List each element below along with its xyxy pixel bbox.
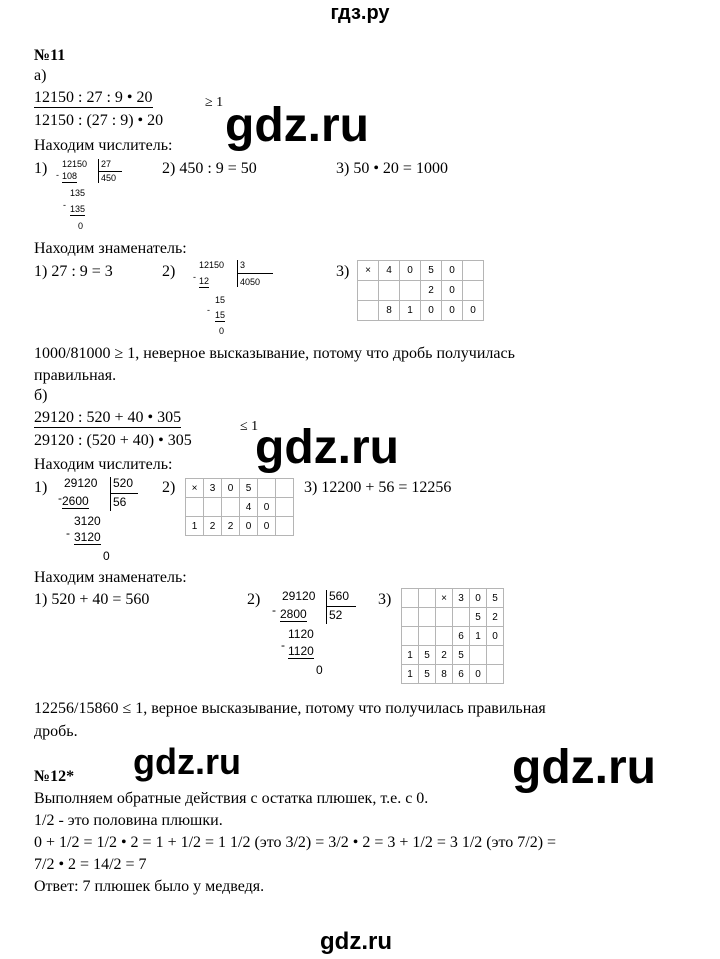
- grid-cell: 0: [421, 301, 442, 321]
- part-b-label: б): [34, 387, 48, 404]
- solution-line: Выполняем обратные действия с остатка плюшек, т.е. с 0.: [34, 790, 429, 807]
- grid-cell: 3: [204, 479, 222, 498]
- quotient: 52: [329, 608, 343, 622]
- grid-cell: 1: [402, 665, 419, 684]
- grid-cell: 4: [379, 261, 400, 281]
- step-index: 1): [34, 160, 48, 177]
- grid-cell: [222, 498, 240, 517]
- grid-cell: 1: [186, 517, 204, 536]
- grid-cell: [204, 498, 222, 517]
- solution-line: 7/2 • 2 = 14/2 = 7: [34, 856, 147, 873]
- watermark: gdz.ru: [133, 741, 241, 782]
- grid-cell: [400, 281, 421, 301]
- grid-cell: [463, 281, 484, 301]
- step: 1) 27 : 9 = 3: [34, 263, 113, 280]
- grid-cell: [402, 627, 419, 646]
- grid-cell: 5: [487, 589, 504, 608]
- divisor: 3: [240, 260, 246, 270]
- grid-cell: [402, 608, 419, 627]
- grid-cell: [402, 589, 419, 608]
- step-index: 2): [162, 263, 176, 280]
- remainder: 1120: [288, 627, 314, 641]
- grid-cell: [258, 479, 276, 498]
- grid-cell: 2: [421, 281, 442, 301]
- grid-cell: 1: [402, 646, 419, 665]
- site-header-title: гдз.ру: [330, 2, 390, 24]
- grid-cell: 5: [240, 479, 258, 498]
- grid-cell: 5: [419, 646, 436, 665]
- subtrahend: 3120: [74, 530, 101, 544]
- dividend: 29120: [282, 589, 316, 603]
- remainder: 135: [70, 188, 86, 198]
- subtrahend: 2600: [62, 494, 89, 508]
- problem-11-number: №11: [34, 47, 66, 64]
- quotient: 4050: [240, 277, 261, 287]
- conclusion: правильная.: [34, 367, 117, 384]
- dividend: 12150: [199, 260, 225, 270]
- subtrahend: 2800: [280, 607, 307, 621]
- minus-sign: -: [281, 638, 285, 652]
- division-bar: [326, 590, 327, 624]
- grid-cell: [419, 627, 436, 646]
- grid-cell: 0: [487, 627, 504, 646]
- grid-cell: 0: [258, 498, 276, 517]
- grid-cell: [470, 646, 487, 665]
- minus-sign: -: [193, 272, 196, 282]
- watermark: gdz.ru: [225, 99, 369, 152]
- watermark: gdz.ru: [320, 928, 392, 955]
- minus-sign: -: [66, 526, 70, 540]
- fraction-denominator: 12150 : (27 : 9) • 20: [34, 112, 164, 129]
- solution-line: 0 + 1/2 = 1/2 • 2 = 1 + 1/2 = 1 1/2 (это 3/2) = 3/2 • 2 = 3 + 1/2 = 3 1/2 (это 7/2) =: [34, 834, 557, 851]
- fraction-numerator: 29120 : 520 + 40 • 305: [34, 409, 182, 426]
- grid-cell: 0: [470, 665, 487, 684]
- divisor: 27: [101, 159, 112, 169]
- minus-sign: -: [58, 491, 62, 505]
- grid-cell: [358, 281, 379, 301]
- grid-cell: 2: [487, 608, 504, 627]
- grid-cell: 5: [421, 261, 442, 281]
- grid-cell: [436, 627, 453, 646]
- grid-cell: 8: [436, 665, 453, 684]
- grid-cell: 5: [470, 608, 487, 627]
- grid-cell: [276, 479, 294, 498]
- part-a-label: а): [34, 67, 47, 84]
- section-heading: Находим числитель:: [34, 456, 173, 473]
- minus-sign: -: [63, 200, 66, 210]
- step: 1) 520 + 40 = 560: [34, 591, 150, 608]
- step-index: 3): [378, 591, 392, 608]
- division-bar: [110, 477, 111, 511]
- minus-sign: -: [272, 603, 276, 617]
- watermark: gdz.ru: [512, 741, 656, 794]
- grid-cell: 0: [222, 479, 240, 498]
- relation-sign: ≤ 1: [240, 419, 259, 434]
- relation-sign: ≥ 1: [205, 95, 224, 110]
- step-index: 2): [162, 479, 176, 496]
- grid-cell: ×: [186, 479, 204, 498]
- grid-cell: 0: [442, 261, 463, 281]
- answer: Ответ: 7 плюшек было у медведя.: [34, 878, 265, 895]
- grid-cell: 3: [453, 589, 470, 608]
- subtrahend: 15: [215, 310, 226, 320]
- grid-cell: [419, 589, 436, 608]
- subtrahend: 108: [62, 171, 78, 181]
- section-heading: Находим знаменатель:: [34, 569, 187, 586]
- step: 3) 50 • 20 = 1000: [336, 160, 448, 177]
- remainder: 0: [103, 549, 110, 563]
- fraction-numerator: 12150 : 27 : 9 • 20: [34, 89, 153, 106]
- grid-cell: 0: [463, 301, 484, 321]
- grid-cell: 0: [258, 517, 276, 536]
- grid-cell: 0: [470, 589, 487, 608]
- remainder: 0: [219, 326, 225, 336]
- grid-cell: 0: [400, 261, 421, 281]
- solution-line: 1/2 - это половина плюшки.: [34, 812, 223, 829]
- step: 2) 450 : 9 = 50: [162, 160, 257, 177]
- grid-cell: [358, 301, 379, 321]
- remainder: 3120: [74, 514, 101, 528]
- remainder: 0: [316, 663, 323, 677]
- division-line: [326, 606, 356, 607]
- division-line: [237, 273, 273, 274]
- conclusion: 12256/15860 ≤ 1, верное высказывание, потому что получилась правильная: [34, 700, 546, 717]
- problem-12-number: №12*: [34, 768, 75, 785]
- grid-cell: 2: [204, 517, 222, 536]
- grid-cell: 2: [222, 517, 240, 536]
- remainder: 0: [78, 221, 84, 231]
- grid-cell: [276, 498, 294, 517]
- grid-cell: 2: [436, 646, 453, 665]
- grid-cell: 1: [400, 301, 421, 321]
- dividend: 29120: [64, 476, 98, 490]
- grid-cell: [453, 608, 470, 627]
- grid-cell: [463, 261, 484, 281]
- grid-cell: 8: [379, 301, 400, 321]
- grid-cell: [379, 281, 400, 301]
- section-heading: Находим числитель:: [34, 137, 173, 154]
- fraction-denominator: 29120 : (520 + 40) • 305: [34, 432, 192, 449]
- grid-cell: 6: [453, 665, 470, 684]
- multiplication-grid: [185, 478, 294, 536]
- step-index: 3): [336, 263, 350, 280]
- subtrahend: 12: [199, 276, 210, 286]
- quotient: 56: [113, 495, 127, 509]
- grid-cell: 1: [470, 627, 487, 646]
- step: 3) 12200 + 56 = 12256: [304, 479, 452, 496]
- dividend: 12150: [62, 159, 88, 169]
- grid-cell: 5: [419, 665, 436, 684]
- grid-cell: 0: [442, 301, 463, 321]
- subtrahend: 1120: [288, 644, 314, 658]
- subtrahend: 135: [70, 204, 86, 214]
- grid-cell: ×: [358, 261, 379, 281]
- watermark: gdz.ru: [255, 421, 399, 474]
- multiplication-grid: [401, 588, 504, 684]
- grid-cell: 6: [453, 627, 470, 646]
- grid-cell: 0: [442, 281, 463, 301]
- division-line: [110, 493, 138, 494]
- grid-cell: ×: [436, 589, 453, 608]
- grid-cell: 4: [240, 498, 258, 517]
- multiplication-grid: [357, 260, 484, 321]
- conclusion: 1000/81000 ≥ 1, неверное высказывание, потому что дробь получилась: [34, 345, 515, 362]
- step-index: 2): [247, 591, 261, 608]
- conclusion: дробь.: [34, 723, 78, 740]
- step-index: 1): [34, 479, 48, 496]
- section-heading: Находим знаменатель:: [34, 240, 187, 257]
- minus-sign: -: [56, 170, 59, 180]
- grid-cell: [487, 646, 504, 665]
- grid-cell: 5: [453, 646, 470, 665]
- quotient: 450: [101, 173, 117, 183]
- minus-sign: -: [207, 305, 210, 315]
- divisor: 560: [329, 589, 350, 603]
- grid-cell: [487, 665, 504, 684]
- grid-cell: [276, 517, 294, 536]
- divisor: 520: [113, 476, 134, 490]
- grid-cell: 0: [240, 517, 258, 536]
- grid-cell: [436, 608, 453, 627]
- grid-cell: [186, 498, 204, 517]
- division-line: [98, 171, 122, 172]
- remainder: 15: [215, 295, 226, 305]
- grid-cell: [419, 608, 436, 627]
